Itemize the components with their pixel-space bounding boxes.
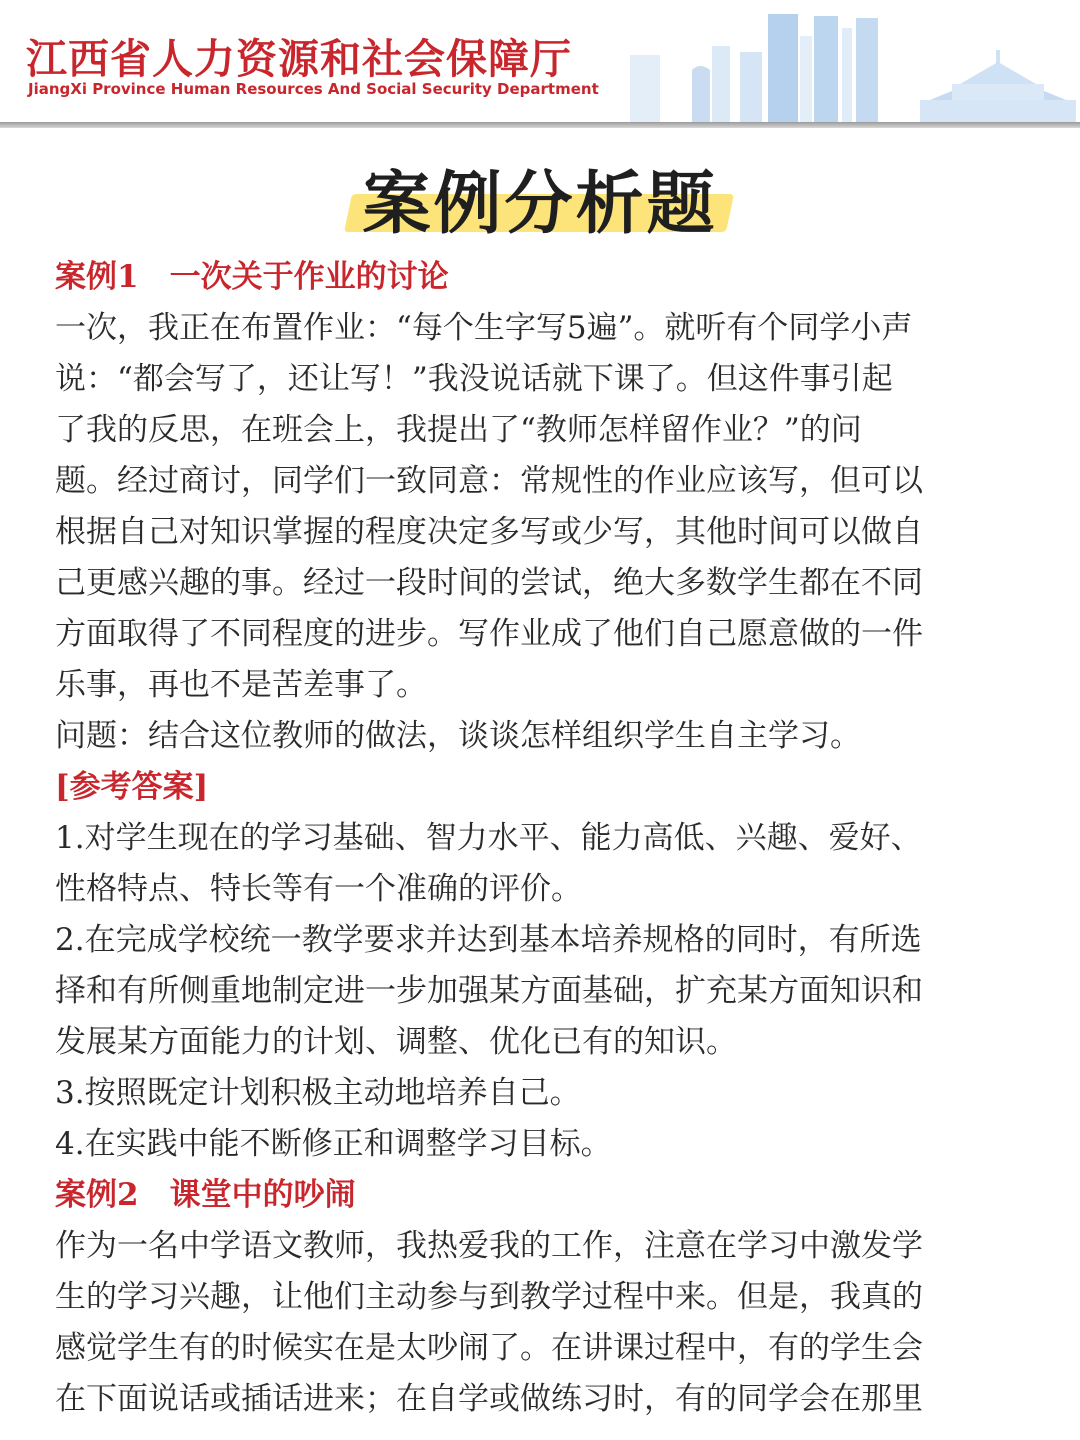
case1-line: 己更感兴趣的事。经过一段时间的尝试，绝大多数学生都在不同 [55, 565, 923, 601]
answer-line: 性格特点、特长等有一个准确的评价。 [55, 871, 582, 907]
case2-line: 作为一名中学语文教师，我热爱我的工作，注意在学习中激发学 [55, 1228, 923, 1264]
case1-line: 说：“都会写了，还让写！”我没说话就下课了。但这件事引起 [55, 361, 893, 397]
case1-question: 问题：结合这位教师的做法，谈谈怎样组织学生自主学习。 [55, 718, 861, 754]
org-name-english: JiangXi Province Human Resources And Social Security Department [28, 80, 599, 98]
answer-label: [参考答案] [55, 769, 209, 805]
header-banner [0, 0, 1080, 126]
answer-line: 1.对学生现在的学习基础、智力水平、能力高低、兴趣、爱好、 [55, 820, 922, 856]
answer-line: 2.在完成学校统一教学要求并达到基本培养规格的同时，有所选 [55, 922, 922, 958]
answer-line: 4.在实践中能不断修正和调整学习目标。 [55, 1126, 612, 1162]
case2-line: 生的学习兴趣，让他们主动参与到教学过程中来。但是，我真的 [55, 1279, 923, 1315]
answer-line: 择和有所侧重地制定进一步加强某方面基础，扩充某方面知识和 [55, 973, 923, 1009]
case1-heading: 案例1 一次关于作业的讨论 [55, 259, 449, 295]
case1-line: 一次，我正在布置作业：“每个生字写5遍”。就听有个同学小声 [55, 310, 913, 346]
page-title: 案例分析题 [362, 165, 718, 244]
case1-line: 了我的反思，在班会上，我提出了“教师怎样留作业？”的问 [55, 412, 862, 448]
case2-line: 感觉学生有的时候实在是太吵闹了。在讲课过程中，有的学生会 [55, 1330, 923, 1366]
org-name-chinese: 江西省人力资源和社会保障厅 [26, 35, 572, 83]
case2-line: 在下面说话或插话进来；在自学或做练习时，有的同学会在那里 [55, 1381, 923, 1417]
article-body [55, 252, 1030, 1425]
case2-heading: 案例2 课堂中的吵闹 [55, 1177, 356, 1213]
header-divider [0, 122, 1080, 128]
city-skyline-illustration [600, 0, 1080, 122]
case1-line: 方面取得了不同程度的进步。写作业成了他们自己愿意做的一件 [55, 616, 923, 652]
answer-line: 发展某方面能力的计划、调整、优化已有的知识。 [55, 1024, 737, 1060]
case1-line: 题。经过商讨，同学们一致同意：常规性的作业应该写，但可以 [55, 463, 923, 499]
case1-line: 根据自己对知识掌握的程度决定多写或少写，其他时间可以做自 [55, 514, 923, 550]
answer-line: 3.按照既定计划积极主动地培养自己。 [55, 1075, 581, 1111]
title-block [0, 150, 1080, 244]
case1-line: 乐事，再也不是苦差事了。 [55, 667, 427, 703]
